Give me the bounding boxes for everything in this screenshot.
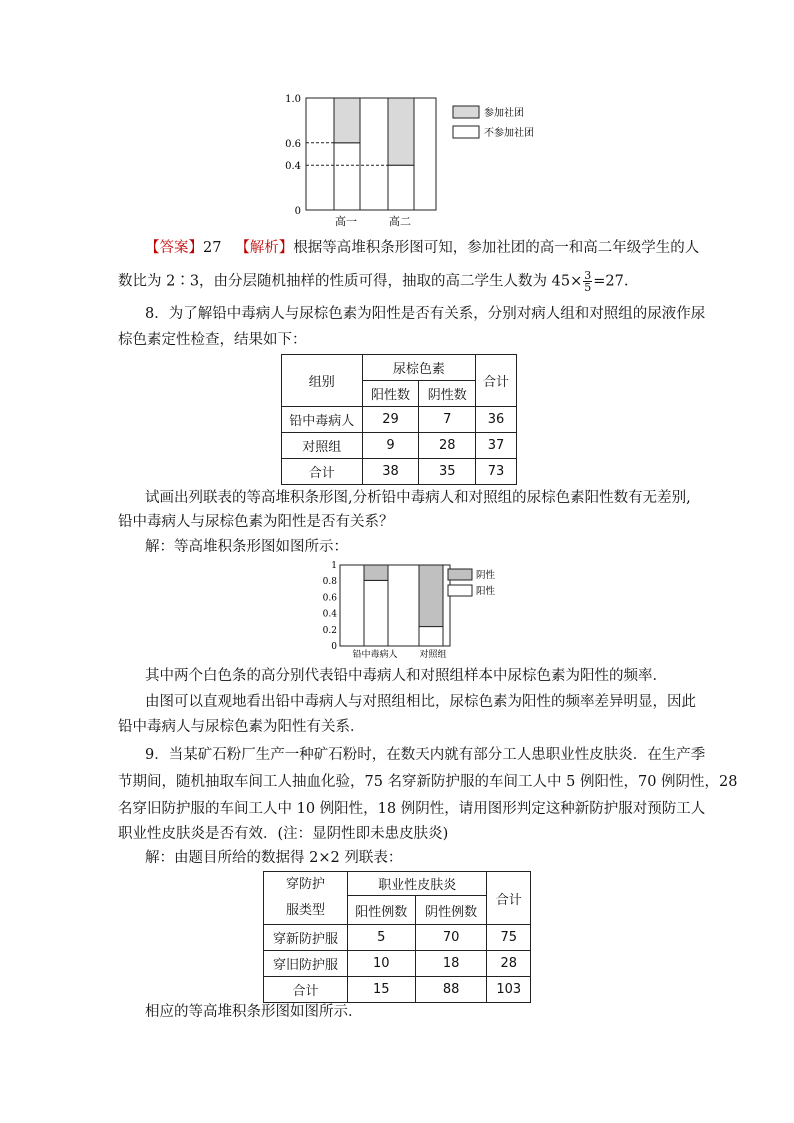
chart1-bar-segment-no-club <box>334 143 360 210</box>
q8-contingency-table <box>281 354 517 485</box>
table-cell: 穿旧防护服 <box>264 951 348 977</box>
q9-contingency-table <box>263 871 531 1003</box>
chart1-bar-segment-no-club <box>388 165 414 210</box>
analysis-tag: 【解析】 <box>235 240 294 256</box>
table-cell: 28 <box>419 433 476 459</box>
table-header: 阳性例数 <box>347 896 415 925</box>
table-cell: 28 <box>487 951 531 977</box>
table-cell: 15 <box>347 977 415 1003</box>
table-header: 合计 <box>476 355 517 407</box>
table-header: 合计 <box>487 872 531 925</box>
chart2-bar-segment-negative <box>364 565 388 580</box>
chart2-ytick: 1 <box>331 561 337 571</box>
table-cell: 36 <box>476 407 517 433</box>
table-cell: 合计 <box>264 977 348 1003</box>
fraction-denominator: 5 <box>584 281 592 294</box>
q8-explanation: 铅中毒病人与尿棕色素为阳性有关系． <box>118 719 365 735</box>
chart1-xlabel: 高一 <box>335 215 357 228</box>
chart-lead-poisoning <box>310 560 510 662</box>
table-header: 阳性数 <box>362 381 419 407</box>
q9-closing: 相应的等高堆积条形图如图所示． <box>145 1004 363 1020</box>
q9-text: 9．当某矿石粉厂生产一种矿石粉时，在数天内就有部分工人患职业性皮肤炎．在生产季 <box>145 747 706 763</box>
table-cell: 73 <box>476 459 517 485</box>
table-cell: 75 <box>487 925 531 951</box>
chart2-ytick: 0 <box>331 642 337 652</box>
table-cell: 铅中毒病人 <box>282 407 363 433</box>
chart1-xlabel: 高二 <box>389 215 411 228</box>
table-cell: 9 <box>362 433 419 459</box>
chart1-legend-swatch-gray <box>453 106 479 118</box>
q8-explanation: 由图可以直观地看出铅中毒病人与对照组相比，尿棕色素为阳性的频率差异明显，因此 <box>145 694 696 710</box>
table-cell: 5 <box>347 925 415 951</box>
q8-explanation: 其中两个白色条的高分别代表铅中毒病人和对照组样本中尿棕色素为阳性的频率． <box>145 668 667 684</box>
table-header <box>264 872 348 925</box>
chart1-legend-swatch-white <box>453 126 479 138</box>
chart2-ytick: 0.8 <box>322 577 337 588</box>
table-row <box>264 925 531 951</box>
chart1-legend-label: 参加社团 <box>484 108 524 119</box>
answer-tag: 【答案】 <box>145 240 203 256</box>
table-row <box>282 407 517 433</box>
chart1-bar-segment-club <box>388 98 414 165</box>
chart1-legend-label: 不参加社团 <box>484 128 534 139</box>
table-cell: 88 <box>415 977 487 1003</box>
analysis-text: 根据等高堆积条形图可知，参加社团的高一和高二年级学生的人 <box>293 240 700 256</box>
chart2-legend-swatch-gray <box>448 569 472 580</box>
chart1-frame <box>306 98 436 210</box>
chart2-xlabel: 对照组 <box>419 650 447 660</box>
table-cell: 38 <box>362 459 419 485</box>
table-cell: 37 <box>476 433 517 459</box>
answer-value: 27 <box>203 240 222 256</box>
table-cell: 合计 <box>282 459 363 485</box>
table-cell: 35 <box>419 459 476 485</box>
analysis-text: 数比为 2∶3，由分层随机抽样的性质可得，抽取的高二学生人数为 45× <box>118 273 583 290</box>
fraction <box>583 270 592 293</box>
chart2-legend-label: 阳性 <box>476 586 496 597</box>
chart2-bar-segment-positive <box>364 580 388 646</box>
table-header-line: 服类型 <box>285 903 325 918</box>
chart2-ytick: 0.2 <box>322 625 337 636</box>
answer-line-1 <box>145 238 715 258</box>
table-row <box>264 977 531 1003</box>
fraction-numerator: 3 <box>584 269 592 282</box>
chart1-bar-segment-club <box>334 98 360 143</box>
table-cell: 18 <box>415 951 487 977</box>
table-row <box>282 459 517 485</box>
table-header: 组别 <box>282 355 363 407</box>
table-cell: 10 <box>347 951 415 977</box>
table-cell: 穿新防护服 <box>264 925 348 951</box>
chart-club-participation <box>270 88 560 233</box>
chart1-ytick: 0.6 <box>285 138 301 150</box>
q9-text: 节期间，随机抽取车间工人抽血化验，75 名穿新防护服的车间工人中 5 例阳性，70 例阴性，28 <box>118 774 738 790</box>
table-header: 阴性数 <box>419 381 476 407</box>
table-row <box>282 433 517 459</box>
chart2-legend-label: 阴性 <box>476 570 496 581</box>
answer-line-2 <box>118 270 688 293</box>
table-header-line: 穿防护 <box>285 877 325 892</box>
q8-text: 试画出列联表的等高堆积条形图,分析铅中毒病人和对照组的尿棕色素阳性数有无差别, <box>145 490 691 506</box>
q9-solution: 解：由题目所给的数据得 2×2 列联表： <box>145 850 403 866</box>
table-cell: 7 <box>419 407 476 433</box>
table-row <box>264 951 531 977</box>
table-header: 职业性皮肤炎 <box>347 872 487 896</box>
q8-text: 棕色素定性检查，结果如下： <box>118 332 307 348</box>
table-cell: 对照组 <box>282 433 363 459</box>
table-cell: 103 <box>487 977 531 1003</box>
chart1-ytick: 0 <box>294 206 301 217</box>
table-cell: 29 <box>362 407 419 433</box>
q8-text: 8．为了解铅中毒病人与尿棕色素为阳性是否有关系，分别对病人组和对照组的尿液作尿 <box>145 306 706 322</box>
chart2-ytick: 0.4 <box>322 609 337 620</box>
q9-text: 名穿旧防护服的车间工人中 10 例阳性，18 例阴性，请用图形判定这种新防护服对预防工人 <box>118 801 706 817</box>
chart2-legend-swatch-white <box>448 585 472 596</box>
table-header: 尿棕色素 <box>362 355 476 381</box>
q8-text: 铅中毒病人与尿棕色素为阳性是否有关系？ <box>118 514 394 530</box>
chart1-ytick: 0.4 <box>285 161 301 173</box>
chart1-ytick: 1.0 <box>285 94 301 105</box>
table-header: 阴性例数 <box>415 896 487 925</box>
analysis-text: =27. <box>593 273 629 290</box>
q8-solution: 解：等高堆积条形图如图所示： <box>145 539 348 555</box>
chart2-xlabel: 铅中毒病人 <box>352 650 398 660</box>
table-cell: 70 <box>415 925 487 951</box>
chart2-ytick: 0.6 <box>322 593 337 604</box>
chart2-bar-segment-negative <box>419 565 443 627</box>
q9-text: 职业性皮肤炎是否有效．(注：显阴性即未患皮肤炎) <box>118 826 449 842</box>
chart2-bar-segment-positive <box>419 627 443 646</box>
